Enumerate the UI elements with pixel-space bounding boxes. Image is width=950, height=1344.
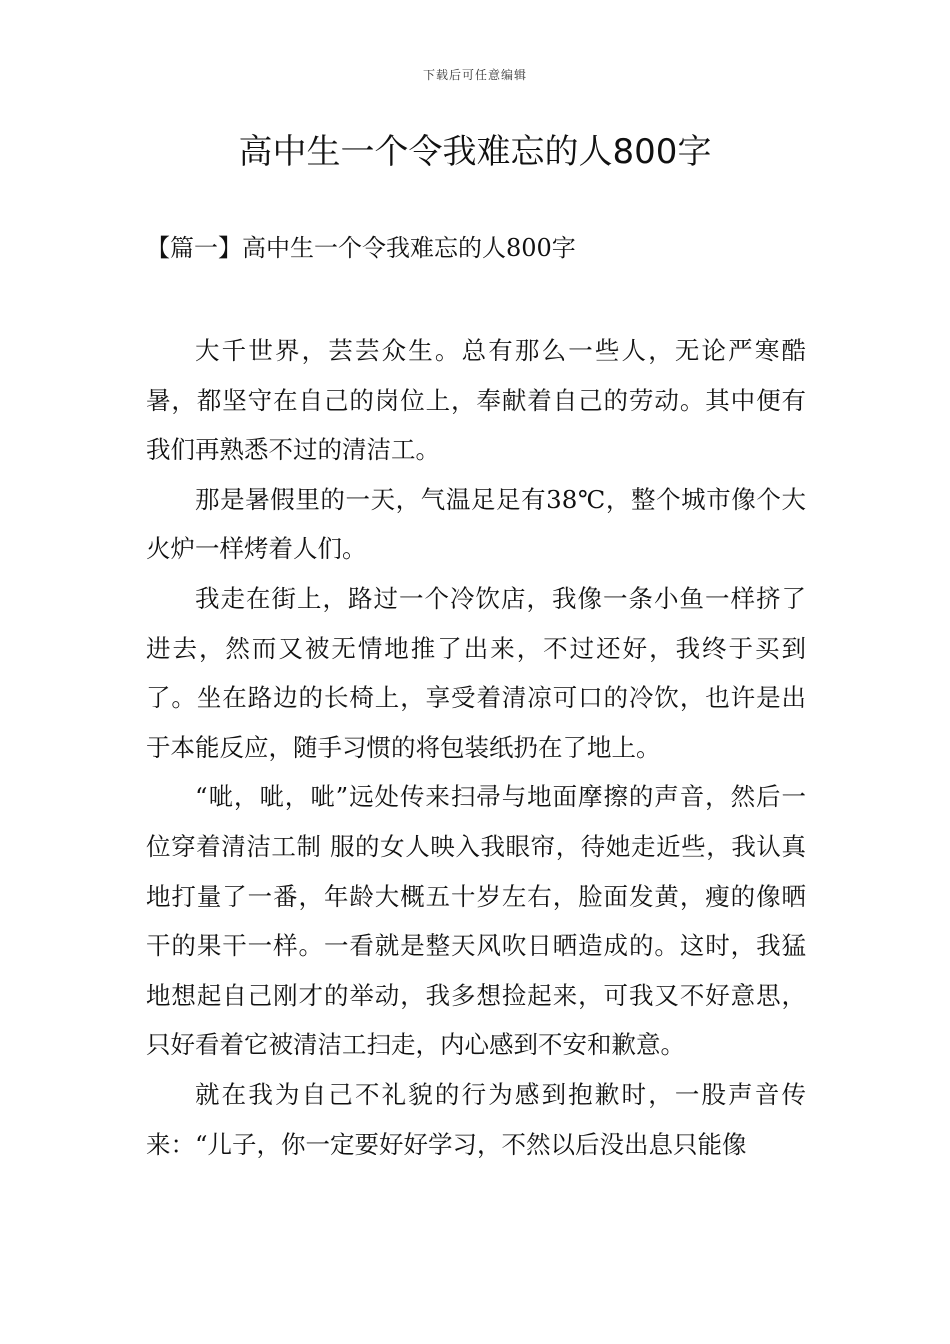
body-text [146, 326, 806, 1169]
header-note: 下载后可任意编辑 [422, 68, 527, 82]
paragraph: 就在我为自己不礼貌的行为感到抱歉时，一股声音传来：“儿子，你一定要好好学习，不然以后没出息只能像 [146, 1079, 806, 1159]
paragraph: “呲，呲，呲”远处传来扫帚与地面摩擦的声音，然后一位穿着清洁工制 服的女人映入我眼帘，待她走近些，我认真地打量了一番，年龄大概五十岁左右，脸面发黄，瘦的像晒干的果干一样。一看就是整天风吹日晒造成的。这时，我猛地想起自己刚才的举动，我多想捡起来，可我又不好意思，只好看着它被清洁工扫走，内心感到不安和歉意。 [146, 782, 806, 1060]
paragraph: 那是暑假里的一天，气温足足有38℃，整个城市像个大火炉一样烤着人们。 [146, 484, 806, 564]
paragraph: 大千世界，芸芸众生。总有那么一些人，无论严寒酷暑，都坚守在自己的岗位上，奉献着自己的劳动。其中便有我们再熟悉不过的清洁工。 [146, 336, 806, 465]
document-title: 高中生一个令我难忘的人800字 [238, 132, 712, 172]
paragraph: 我走在街上，路过一个冷饮店，我像一条小鱼一样挤了进去，然而又被无情地推了出来，不过还好，我终于买到了。坐在路边的长椅上，享受着清凉可口的冷饮，也许是出于本能反应，随手习惯的将包装纸扔在了地上。 [146, 583, 806, 762]
section-heading: 【篇一】高中生一个令我难忘的人800字 [146, 234, 576, 262]
